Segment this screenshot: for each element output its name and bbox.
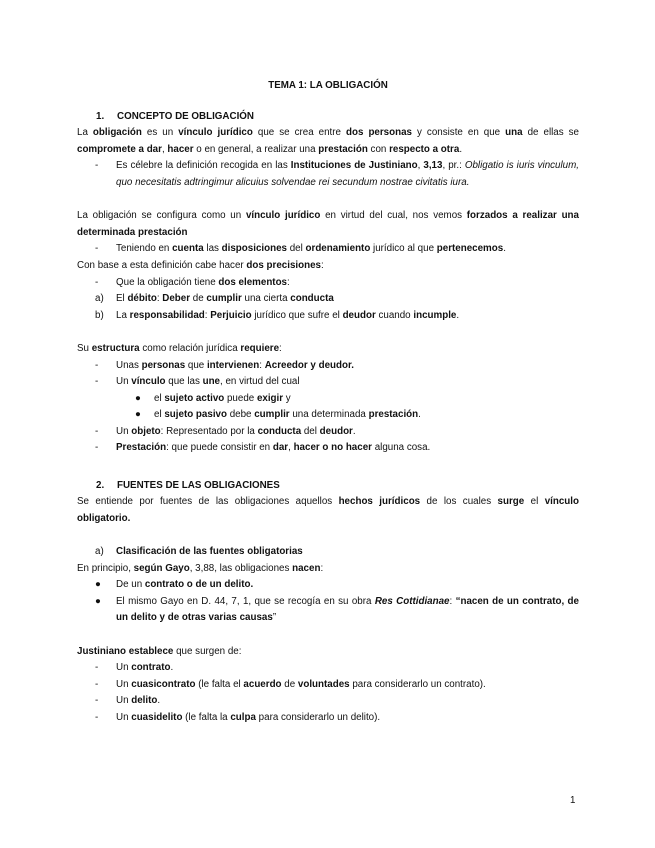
text-run: conducta [290, 293, 334, 305]
text-run: ” [272, 612, 277, 624]
text-run: para considerarlo un contrato). [349, 678, 486, 690]
text-run: “nacen de un contrato, de un delito y de otras varias causas [116, 595, 579, 624]
text-run: : Representado por la [160, 425, 258, 437]
text-run: Acreedor y deudor. [264, 359, 354, 371]
text-run: hechos jurídicos [338, 496, 421, 508]
text-run: es un [141, 127, 179, 139]
bullet-item [77, 594, 579, 627]
dash-marker: - [95, 359, 99, 371]
list-item-text [116, 679, 486, 690]
section-title: FUENTES DE LAS OBLIGACIONES [117, 479, 280, 491]
text-run: . [170, 662, 174, 674]
text-run: Un [116, 711, 132, 723]
text-run: Instituciones de Justiniano [290, 160, 418, 172]
text-run: Teniendo en [116, 243, 173, 255]
text-run: Obligatio is iuris vinculum, quo necesitatis adtringimur alicuius solvendae rei secundum nostrae civitatis iura. [116, 160, 580, 188]
text-run: objeto [131, 425, 161, 437]
text-run: para considerarlo un delito). [255, 711, 381, 723]
section-heading-fuentes [77, 478, 579, 495]
text-run: vínculo [131, 376, 166, 388]
paragraph [77, 561, 579, 578]
text-run: hacer o no hacer [293, 442, 372, 454]
text-run: Un [116, 376, 132, 388]
bullet-marker: ● [135, 392, 141, 404]
list-item [77, 677, 579, 694]
dash-marker: - [95, 160, 99, 172]
text-run: exigir [256, 392, 284, 404]
text-run: . [459, 143, 463, 155]
text-run: Prestación [116, 442, 167, 454]
paragraph [77, 208, 579, 241]
text-run: Deber [162, 293, 191, 305]
text-run: , [417, 160, 424, 172]
text-run: alguna cosa. [371, 442, 431, 454]
text-run: vínculo obligatorio. [77, 496, 579, 524]
text-run: y consiste en que [412, 127, 506, 139]
section-title: CONCEPTO DE OBLIGACIÓN [117, 110, 254, 122]
text-run: de ellas se [522, 127, 579, 139]
section-heading-concepto [77, 109, 579, 126]
text-run: , [161, 143, 168, 155]
text-run: una [505, 127, 523, 139]
text-run: cuasicontrato [131, 678, 196, 690]
list-item [77, 440, 579, 457]
text-run: el [524, 496, 545, 508]
list-item-text [116, 426, 356, 437]
text-run: La obligación se configura como un [77, 210, 246, 222]
text-run: jurídico al que [370, 243, 437, 255]
text-run: débito [127, 293, 157, 305]
text-run: (le falta el [195, 678, 244, 690]
text-run: como relación jurídica [139, 342, 241, 354]
text-run: , [288, 442, 294, 454]
page-number: 1 [570, 795, 576, 806]
list-item [77, 275, 579, 292]
text-run: Un [116, 425, 132, 437]
paragraph [77, 258, 579, 275]
dash-marker: - [95, 695, 99, 707]
text-run: La [116, 309, 130, 321]
dash-marker: - [95, 662, 99, 674]
text-run: forzados a realizar una determinada prestación [77, 210, 579, 238]
list-item-text [116, 442, 430, 453]
bullet-marker: ● [135, 409, 141, 421]
text-run: , pr.: [442, 160, 465, 172]
list-item-text [154, 409, 421, 420]
text-run: personas [141, 359, 186, 371]
text-run: el [154, 392, 165, 404]
list-item-text [116, 712, 380, 723]
text-run: . [456, 309, 460, 321]
text-run: La [77, 127, 93, 139]
paragraph [77, 341, 579, 358]
document-body [77, 78, 579, 727]
list-item-text [116, 310, 459, 321]
text-run: Que la obligación tiene [116, 276, 219, 288]
text-run: Su [77, 342, 92, 354]
text-run: o en general, a realizar una [193, 143, 319, 155]
text-run: según Gayo [133, 562, 190, 574]
list-item-b [77, 308, 579, 325]
paragraph [77, 125, 579, 158]
text-run: requiere [240, 342, 280, 354]
text-run: vínculo jurídico [245, 210, 321, 222]
list-item-text [116, 277, 290, 288]
text-run: cuasidelito [131, 711, 183, 723]
text-run: deudor [342, 309, 376, 321]
text-run: responsabilidad [129, 309, 205, 321]
text-run: que [185, 359, 207, 371]
text-run: que las [165, 376, 203, 388]
list-item-a [77, 291, 579, 308]
text-run: : [320, 259, 324, 271]
text-run: . [157, 695, 161, 707]
text-run: Un [116, 662, 132, 674]
text-run: nacen [292, 562, 321, 574]
sub-list-item [77, 407, 579, 424]
text-run: obligación [92, 127, 142, 139]
text-run: intervienen [206, 359, 260, 371]
text-run: : [449, 595, 456, 607]
text-run: vínculo jurídico [178, 127, 253, 139]
text-run: cumplir [206, 293, 242, 305]
dash-marker: - [95, 678, 99, 690]
text-run: contrato o de un delito. [144, 579, 254, 591]
dash-marker: - [95, 442, 99, 454]
text-run: el [154, 409, 165, 421]
text-run: : [279, 342, 282, 354]
list-item-text [116, 160, 579, 188]
list-item [77, 424, 579, 441]
list-item-text [116, 243, 506, 254]
text-run: disposiciones [221, 243, 287, 255]
text-run: acuerdo [243, 678, 282, 690]
text-run: delito [131, 695, 158, 707]
bullet-marker: ● [95, 595, 101, 607]
text-run: Perjuicio [210, 309, 252, 321]
text-run: prestación [368, 409, 419, 421]
list-item [77, 358, 579, 375]
text-run: de [190, 293, 207, 305]
text-run: Res Cottidianae [374, 595, 450, 607]
text-run: del [287, 243, 306, 255]
list-item-text [154, 393, 291, 404]
text-run: : [204, 309, 211, 321]
text-run: . [418, 409, 421, 421]
text-run: En principio, [77, 562, 134, 574]
text-run: Con base a esta definición cabe hacer [77, 259, 247, 271]
text-run: estructura [91, 342, 140, 354]
dash-marker: - [95, 425, 99, 437]
text-run: que surgen de: [173, 645, 242, 657]
list-item [77, 693, 579, 710]
text-run: de [281, 678, 298, 690]
list-item-text [116, 662, 173, 673]
list-item-text [116, 695, 160, 706]
text-run: cumplir [254, 409, 290, 421]
list-item [77, 374, 579, 391]
text-run: sujeto activo [164, 392, 225, 404]
text-run: debe [226, 409, 255, 421]
letter-marker: a) [95, 546, 104, 558]
text-run: de los cuales [420, 496, 498, 508]
text-run: 3,13 [423, 160, 443, 172]
text-run: prestación [318, 143, 368, 155]
text-run: surge [497, 496, 525, 508]
bullet-item [77, 577, 579, 594]
list-item [77, 158, 579, 191]
text-run: Justiniano establece [77, 645, 174, 657]
dash-marker: - [95, 376, 99, 388]
text-run: De un [116, 579, 145, 591]
text-run: pertenecemos [436, 243, 504, 255]
subsection-heading [77, 544, 579, 561]
text-run: dos elementos [218, 276, 288, 288]
list-item-text [116, 579, 253, 590]
text-run: de las [176, 546, 210, 558]
bullet-marker: ● [95, 579, 101, 591]
dash-marker: - [95, 711, 99, 723]
text-run: Un [116, 695, 132, 707]
list-item-text [116, 596, 579, 624]
text-run: sujeto pasivo [164, 409, 227, 421]
text-run: dos precisiones [246, 259, 321, 271]
text-run: una cierta [241, 293, 291, 305]
text-run: , 3,88, las obligaciones [189, 562, 293, 574]
text-run: Es célebre la definición recogida en las [116, 160, 291, 172]
text-run: : [320, 562, 324, 574]
text-run: puede [224, 392, 257, 404]
text-run: culpa [230, 711, 256, 723]
text-run: hacer [167, 143, 194, 155]
text-run: fuentes obligatorias [209, 546, 303, 558]
text-run: , en virtud del cual [220, 376, 300, 388]
text-run: : [156, 293, 163, 305]
paragraph [77, 644, 579, 661]
text-run: dar [272, 442, 289, 454]
sub-list-item [77, 391, 579, 408]
section-number: 1. [96, 110, 105, 122]
text-run: cuenta [172, 243, 204, 255]
text-run: El mismo Gayo en D. 44, 7, 1, que se recogía en su obra [116, 595, 375, 607]
text-run: : [259, 359, 265, 371]
text-run: dos personas [346, 127, 413, 139]
list-item [77, 710, 579, 727]
text-run: : que puede consistir en [166, 442, 273, 454]
dash-marker: - [95, 243, 99, 255]
text-run: una determinada [289, 409, 369, 421]
letter-marker: b) [95, 309, 104, 321]
text-run: con [367, 143, 390, 155]
text-run: . [352, 425, 356, 437]
text-run: cuando [375, 309, 414, 321]
text-run: respecto a otra [389, 143, 460, 155]
text-run: ordenamiento [305, 243, 371, 255]
list-item-text [116, 376, 300, 387]
text-run: (le falta la [182, 711, 231, 723]
text-run: : [287, 276, 290, 288]
text-run: Unas [116, 359, 142, 371]
text-run: incumple [413, 309, 457, 321]
text-run: Un [116, 678, 132, 690]
section-number: 2. [96, 479, 105, 491]
text-run: . [503, 243, 506, 255]
text-run: Se entiende por fuentes de las obligaciones aquellos [77, 496, 339, 508]
list-item-text [116, 360, 354, 371]
text-run: las [203, 243, 222, 255]
document-title: TEMA 1: LA OBLIGACIÓN [268, 80, 388, 91]
text-run: en virtud del cual, nos vemos [320, 210, 467, 222]
text-run: y [283, 392, 291, 404]
dash-marker: - [95, 276, 99, 288]
text-run: conducta [257, 425, 302, 437]
text-run: jurídico que sufre el [251, 309, 343, 321]
subsection-title [116, 546, 303, 557]
paragraph [77, 494, 579, 527]
text-run: compromete a dar [77, 143, 162, 155]
text-run: voluntades [297, 678, 350, 690]
list-item [77, 660, 579, 677]
text-run: contrato [131, 662, 171, 674]
text-run: Clasificación [116, 546, 177, 558]
letter-marker: a) [95, 293, 104, 305]
text-run: que se crea entre [252, 127, 347, 139]
text-run: El [116, 293, 128, 305]
text-run: del [301, 425, 320, 437]
list-item [77, 241, 579, 258]
list-item-text [116, 293, 334, 304]
text-run: une [202, 376, 221, 388]
text-run: deudor [319, 425, 353, 437]
